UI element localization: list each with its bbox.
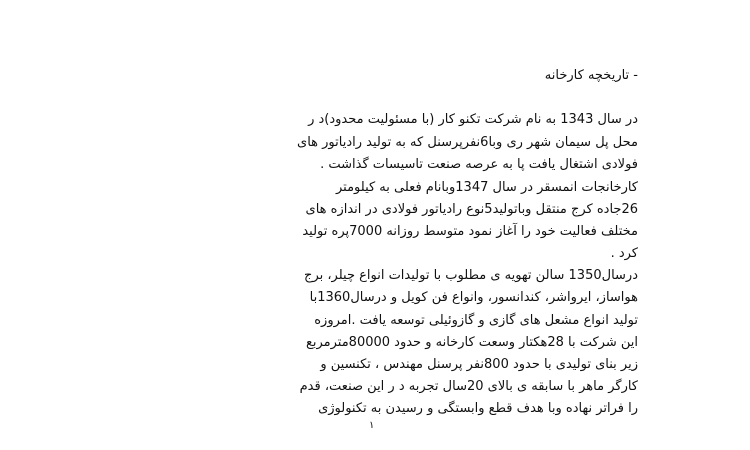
paragraph-line-1: در سال 1343 به نام شرکت تکنو کار (با مسئولیت محدود)د ر [308, 112, 638, 127]
paragraph-line-13: کارگر ماهر با سابقه ی بالای 20سال تجربه د ر این صنعت، قدم [299, 379, 638, 394]
paragraph-line-11: این شرکت با 28هکتار وسعت کارخانه و حدود 80000مترمربع [305, 335, 638, 350]
paragraph-line-8: درسال1350 سالن تهویه ی مطلوب با تولیدات انواع چیلر، برج [304, 268, 638, 283]
paragraph-line-12: زیر بنای تولیدی با حدود 800نفر پرسنل مهندس ، تکنسین و [320, 357, 638, 372]
paragraph-line-7: کرد . [610, 246, 638, 261]
paragraph-line-14: را فراتر نهاده وبا هدف قطع وابستگی و رسیدن به تکنولوژی [318, 401, 638, 416]
page-number: ۱ [369, 420, 375, 431]
paragraph-line-5: 26جاده کرج منتقل وباتولید5نوع رادیاتور فولادی در اندازه های [305, 202, 638, 217]
paragraph-line-9: هواساز، ایرواشر، کندانسور، وانواع فن کویل و درسال1360با [309, 290, 638, 305]
section-heading: - تاریخچه کارخانه [544, 68, 638, 83]
paragraph-line-10: تولید انواع مشعل های گازی و گازوئیلی توسعه یافت .امروزه [314, 313, 638, 328]
paragraph-line-6: مختلف فعالیت خود را آغاز نمود متوسط روزانه 7000پره تولید [302, 224, 638, 239]
paragraph-line-4: کارخانجات انمسقر در سال 1347وبانام فعلی به کیلومتر [335, 180, 638, 195]
paragraph-line-3: فولادی اشتغال یافت پا به عرصه صنعت تاسیسات گذاشت . [320, 157, 638, 172]
paragraph-line-2: محل پل سیمان شهر ری وبا6نفرپرسنل که به تولید رادیاتور های [297, 135, 638, 150]
